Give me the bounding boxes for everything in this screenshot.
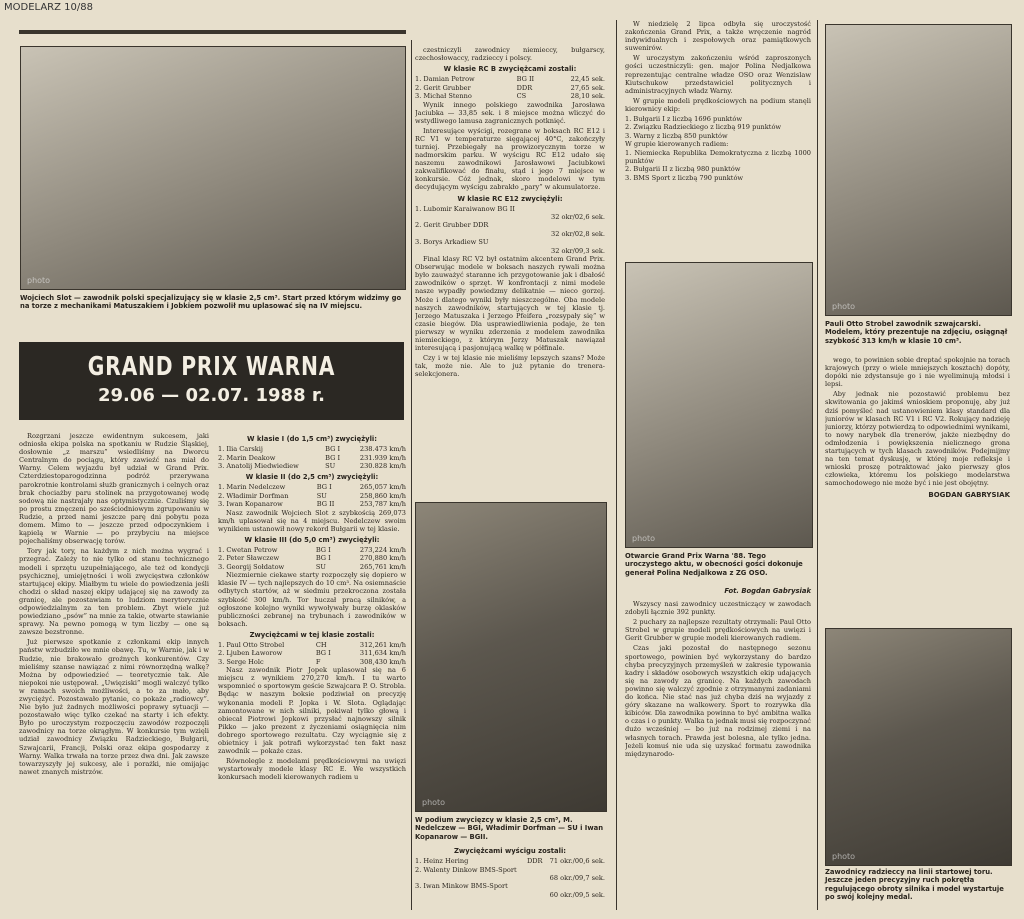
- article-column-3-results: [415, 844, 605, 916]
- caption-photo1: Wojciech Slot — zawodnik polski specjalizujący się w klasie 2,5 cm³. Start przed którym widzimy go na torze z mechanikami Matuszakiem i Jobkiem pozwolił mu uplasować się na IV miejscu.: [20, 294, 402, 311]
- photo3-credit: Fot. Bogdan Gabrysiak: [724, 587, 811, 595]
- result-cell: BG I: [316, 483, 332, 492]
- article-column-2: [218, 432, 406, 912]
- results-heading: W klasie RC B zwyciężcami zostali:: [443, 65, 577, 74]
- result-row: [415, 891, 605, 899]
- result-row: [415, 213, 605, 221]
- article-paragraph: W niedzielę 2 lipca odbyła się uroczystość zakończenia Grand Prix, a także wręczenie nagród indywidualnych i zespołowych oraz pamiątkowych suwenirów.: [625, 20, 811, 53]
- result-cell: [415, 213, 538, 221]
- result-cell: 230.828 km/h: [359, 461, 406, 470]
- result-cell: 2. Gerit Grubber DDR: [415, 221, 489, 230]
- result-cell: BG II: [516, 75, 535, 84]
- article-column-4-continued: [625, 600, 811, 912]
- photo-strobel-model: photo: [825, 24, 1012, 316]
- result-row: [415, 75, 605, 83]
- result-row: [218, 445, 406, 453]
- result-cell: CH: [315, 640, 327, 649]
- result-cell: [415, 874, 527, 882]
- results-heading: Zwyciężcami wyścigu zostali:: [453, 847, 567, 855]
- photo-start-line: photo: [825, 628, 1012, 866]
- result-cell: 253,787 km/h: [359, 500, 406, 509]
- result-cell: 1. Damian Petrow: [415, 75, 475, 84]
- article-paragraph: Równolegle z modelami prędkościowymi na uwięzi wystartowały modele klasy RC E. We wszystkich konkursach modeli kierowanych radiem u: [218, 757, 406, 782]
- result-row: [218, 546, 406, 554]
- result-cell: BG I: [325, 453, 341, 462]
- result-cell: SU: [315, 562, 326, 571]
- article-paragraph: Czas jaki pozostał do następnego sezonu sportowego, powinien być wykorzystany do bardzo chyba precyzyjnych przemyśleń w zakresie typowania kadry i składów osobowych wszystkich ekip udających się na zawody za granicę. Na każdych zawodach powinno się walczyć zgodnie z otrzymanymi zadaniami do końca. Nie stać nas już chyba dziś na wyjazdy z góry skazane na walkowery. Sport to rozrywka dla kibiców. Dla zawodnika powinna to być ambitna walka o czas i o punkty. Walka ta jednak musi się rozpoczynać dużo wcześniej — bo już na rodzimej ziemi i na własnych torach. Prawda jest bolesna, ale tylko jedna. Jeżeli komuś nie uda się uzyskać formatu zawodnika międzynarodo-: [625, 644, 811, 758]
- result-cell: 3. Iwan Kopanarow: [218, 500, 283, 509]
- result-row: [415, 866, 605, 874]
- banner-dates: 29.06 — 02.07. 1988 r.: [97, 385, 326, 406]
- result-cell: [544, 866, 605, 874]
- result-cell: 1. Ilia Carskij: [218, 445, 263, 454]
- article-column-5: [825, 356, 1010, 618]
- caption-photo2: W podium zwycięzcy w klasie 2,5 cm³, M. Nedelczew — BGI, Władimir Dorfman — SU i Iwan Kopanarow — BGII.: [415, 816, 604, 841]
- result-cell: CS: [516, 92, 527, 101]
- result-row: [218, 500, 406, 508]
- result-cell: 270,880 km/h: [359, 554, 406, 563]
- result-cell: 22,45 sek.: [570, 75, 605, 84]
- result-cell: 1. Lubomir Karaiwanow BG II: [415, 204, 515, 213]
- result-cell: SU: [325, 461, 336, 470]
- article-paragraph: Rozgrzani jeszcze ewidentnym sukcesem, jaki odniosła ekipa polska na spotkaniu w Rudzie Śląskiej, dosłownie „z marszu” wsiedliśmy na Dworcu Centralnym do pociągu, który zawieźć nas miał do Warny. Celem wyjazdu był udział w Grand Prix. Czterdziestoparogodzinna podróż przerywana parokrotnie kontrolami służb granicznych i celnych oraz brak chociażby paru stolinek na przygotowanej wodę sodową nie nastrajały nas optymistycznie. Czuliśmy się po prostu zmęczeni po sześciodniowym zgrupowaniu w Rudzie, a przed nami jeszcze parę dni pobytu poza domem. Mimo to — jeszcze przed odpoczynkiem i kąpielą w Warnie — po przybyciu na miejsce pojechaliśmy obserwację torów.: [19, 432, 209, 546]
- result-cell: [544, 882, 605, 890]
- standing-row: 3. Warny z liczbą 850 punktów: [625, 131, 728, 140]
- result-row: [415, 247, 605, 255]
- standing-row: 2. Związku Radzieckiego z liczbą 919 punktów: [625, 123, 782, 132]
- article-paragraph: Tory jak tory, na każdym z nich można wygrać i przegrać. Zależy to nie tylko od stanu technicznego modeli i sprzętu uzupełniającego, ale też od kondycji psychicznej, umiejętności i woli zwycięstwa członków startującej ekipy. Miałbym tu wiele do powiedzenia jeśli chodzi o skład naszej ekipy udającej się na zawody za granicę, ale pozostawiam to ludziom merytorycznie odpowiedzialnym za ten problem. Zbyt wiele już powiedziano „psów” na mnie za takie, otwarte stawianie sprawy. Na pewno pomogą w tym liczby — one są zawsze bezstronne.: [19, 547, 209, 637]
- result-cell: BG I: [315, 554, 331, 563]
- results-table: [415, 75, 605, 100]
- results-table: [218, 546, 406, 571]
- result-row: [218, 554, 406, 562]
- article-column-1: [19, 432, 209, 912]
- result-cell: 238.473 km/h: [359, 445, 406, 454]
- result-cell: [527, 882, 544, 890]
- result-row: [415, 857, 605, 865]
- result-cell: 27,65 sek.: [570, 83, 605, 92]
- results-table: [415, 857, 605, 899]
- result-cell: [415, 891, 527, 899]
- article-column-4: [625, 20, 811, 252]
- result-cell: 3. Serge Holc: [218, 657, 264, 666]
- result-row: [218, 563, 406, 571]
- result-row: [415, 882, 605, 890]
- result-cell: 2. Walenty Dinkow BMS-Sport: [415, 865, 517, 874]
- result-cell: 308,430 km/h: [359, 657, 406, 666]
- result-cell: 32 okr/09,3 sek.: [551, 246, 605, 255]
- page-header: MODELARZ 10/88: [4, 2, 93, 13]
- result-row: [415, 230, 605, 238]
- result-cell: 312,261 km/h: [359, 640, 406, 649]
- result-cell: 265,761 km/h: [359, 562, 406, 571]
- result-cell: 1. Marin Nedelczew: [218, 483, 286, 492]
- article-paragraph: Final klasy RC V2 był ostatnim akcentem Grand Prix. Obserwując modele w boksach naszych rywali można było zauważyć staranne ich przygotowanie jak i dbałość zawodników o sprzęt. W konfrontacji z nimi modele nasze wypadły powiedzmy delikatnie — nieco gorzej. Może i dlatego wyniki były nieszczególne. Oba modele naszych zawodników, startujących w tej klasie tj. Jerzego Matuszaka i Jerzego Pfeifera „rozsypały się” w czasie biegów. Dla usprawiedliwienia podaje, że ten pierwszy w wyniku zderzenia z modelem zawodnika niemieckiego, z którym Jerzy Matuszak nawiązał interesującą i pasjonującą walkę w półfinale.: [415, 255, 605, 353]
- result-row: [218, 454, 406, 462]
- article-paragraph: W uroczystym zakończeniu wśród zaproszonych gości uczestniczyli: gen. major Polina Nedjalkowa reprezentując centralne władze OSO oraz Wenzislaw Kiutschukow przedstawiciel politycznych i administracyjnych władz Warny.: [625, 54, 811, 95]
- result-cell: [415, 230, 538, 238]
- article-paragraph: Już pierwsze spotkanie z członkami ekip innych państw wzbudziło we mnie obawę. Tu, w Warnie, jak i w Rudzie, nie brakowało groźnych konkurentów. Czy mieliśmy szanse nawiązać z nimi równorzędną walkę? Można by odpowiedzieć — teoretycznie tak. Ale niepokoi nie ustępował. „Uwięziski” mogli walczyć tylko w ramach swoich możliwości, a to za mało, aby zwyciężyć. Pozostawało pytanie, co pokaże „radiowcy”. Nie było już żadnych możliwości poprawy sytuacji — pozostawało więc tylko czekać na starty i ich efekty. Było po uroczystym rozpoczęciu zawodów rozpoczęli zawodnicy na torze okrągłym. W konkursie tym wzięli udział zawodnicy Związku Radzieckiego, Bułgarii, Szwajcarii, Francji, Polski oraz ekipa gospodarzy z Warny. Walka trwała na torze przez dwa dni. Jak zawsze towarzyszyły jej sukcesy, ale i porażki, nie omijając nawet znanych mistrzów.: [19, 638, 209, 776]
- standing-row: 3. BMS Sport z liczbą 790 punktów: [625, 173, 744, 182]
- result-cell: 231.939 km/h: [359, 453, 406, 462]
- result-cell: DDR: [516, 83, 533, 92]
- result-cell: 2. Peter Sławczew: [218, 554, 280, 563]
- result-row: [218, 649, 406, 657]
- results-heading: Zwyciężcami w tej klasie zostali:: [249, 630, 375, 639]
- standing-row: 1. Bułgarii I z liczbą 1696 punktów: [625, 115, 742, 124]
- result-cell: [527, 866, 544, 874]
- article-paragraph: W grupie modeli prędkościowych na podium stanęli kierownicy ekip:: [625, 96, 811, 113]
- result-cell: 2. Marin Deakow: [218, 453, 276, 462]
- result-cell: 32 okr/02,6 sek.: [551, 213, 605, 222]
- result-cell: 2. Władimir Dorfman: [218, 491, 289, 500]
- article-paragraph: 2 puchary za najlepsze rezultaty otrzymali: Paul Otto Strobel w grupie modeli prędkościowych na uwięzi i Gerit Grubber w grupie modeli kierowanych radiem.: [625, 618, 811, 643]
- article-paragraph: Czy i w tej klasie nie mieliśmy lepszych szans? Może tak, może nie. Ale to już pytanie do trenera-selekcjonera.: [415, 354, 605, 379]
- result-cell: 28,10 sek.: [570, 92, 605, 101]
- caption-photo3: Otwarcie Grand Prix Warna '88. Tego uroczystego aktu, w obecności gości dokonuje generał Polina Nedjalkowa z ZG OSO.: [625, 552, 803, 577]
- results-heading: W klasie RC E12 zwyciężyli:: [457, 194, 563, 203]
- result-cell: [527, 891, 544, 899]
- result-cell: BG I: [315, 546, 331, 554]
- result-cell: 1. Heinz Hering: [415, 857, 469, 866]
- caption-photo5: Zawodnicy radzieccy na linii startowej toru. Jeszcze jeden precyzyjny ruch pokrętła regulującego obroty silnika i model wystartuje po swój kolejny medal.: [825, 868, 1004, 902]
- article-column-3: [415, 46, 605, 472]
- result-cell: 3. Anatolij Miedwiediew: [218, 461, 299, 470]
- result-cell: 68 okr./09,7 sek.: [549, 873, 605, 882]
- result-cell: 3. Iwan Minkow BMS-Sport: [415, 882, 508, 891]
- result-cell: 258,860 km/h: [359, 491, 406, 500]
- article-paragraph: Aby jednak nie pozostawić problemu bez skwitowania go jakimś wnioskiem proponuję, aby już dziś pomyśleć nad ustanowieniem klasy standard dla juniorów w klasach RC V1 i RC V2. Rokujący nadzieję juniorzy, którzy potwierdzą to odpowiednimi wynikami, to nowy narybek dla trenerów, jakże niezbędny do odmłodzenia i powiększenia nielicznego grona startujących w tych klasach zawodników. Podejmijmy na ten temat dyskusję, w której moje refleksje i wnioski proszę potraktować jako pierwszy głos człowieka, któremu los polskiego modelarstwa samochodowego nie może być i nie jest obojętny.: [825, 390, 1010, 488]
- result-cell: 71 okr./00,6 sek.: [549, 857, 605, 866]
- result-cell: [538, 205, 605, 213]
- result-row: [415, 92, 605, 100]
- column-divider: [411, 40, 412, 910]
- banner-title: GRAND PRIX WARNA: [87, 352, 336, 382]
- column-divider: [817, 20, 818, 910]
- result-row: [218, 492, 406, 500]
- standing-row: 1. Niemiecka Republika Demokratyczna z liczbą 1000 punktów: [625, 148, 811, 166]
- result-cell: 60 okr./09,5 sek.: [549, 890, 605, 899]
- result-cell: [415, 247, 538, 255]
- results-table: [218, 483, 406, 508]
- title-banner: [19, 342, 404, 420]
- result-cell: 32 okr/02,8 sek.: [551, 229, 605, 238]
- column-divider: [616, 20, 617, 910]
- article-paragraph: Niezmiernie ciekawe starty rozpoczęły się dopiero w klasie IV — tych najlepszych do 10 cm³. Na osiemnaście odbytych startów, aż w siedmiu przekroczona została szybkość 300 km/h. Tor huczał pracą silników, a ogłoszone kolejno wyniki wywoływały burzę oklasków publiczności zebranej na trybunach i zawodników w boksach.: [218, 571, 406, 628]
- author-signature: BOGDAN GABRYSIAK: [928, 490, 1010, 499]
- result-cell: BG I: [325, 445, 341, 454]
- result-cell: 1. Paul Otto Strobel: [218, 640, 285, 649]
- results-table: [415, 205, 605, 255]
- results-table: [218, 641, 406, 666]
- caption-photo4: Pauli Otto Strobel zawodnik szwajcarski. Modelem, który prezentuje na zdjęciu, osiągnął szybkość 313 km/h w klasie 10 cm³.: [825, 320, 1008, 345]
- result-cell: 311,634 km/h: [359, 649, 406, 658]
- result-cell: 3. Georgij Sołdatow: [218, 562, 285, 571]
- result-cell: 2. Gerit Grubber: [415, 83, 471, 92]
- result-cell: 2. Ljuben Ławorow: [218, 649, 283, 658]
- result-cell: 1. Cwetan Petrow: [218, 546, 278, 554]
- result-row: [415, 221, 605, 229]
- result-cell: F: [315, 657, 321, 666]
- article-paragraph: czestniczyli zawodnicy niemieccy, bułgarscy, czechosłowaccy, radzieccy i polscy.: [415, 46, 605, 63]
- result-cell: [538, 238, 605, 246]
- standing-row: 2. Bułgarii II z liczbą 980 punktów: [625, 165, 741, 174]
- standing-row: W grupie kierowanych radiem:: [625, 140, 729, 149]
- result-row: [415, 205, 605, 213]
- result-cell: DDR: [526, 857, 543, 866]
- article-paragraph: Interesujące wyścigi, rozegrane w boksach RC E12 i RC V1 w temperaturze sięgającej 40°C, zakończyły turniej. Przebiegały na prowizorycznym torze w nadmorskim parku. W wyścigu RC E12 udało się naszemu zawodnikowi Jarosławowi Jaciubkowi zakwalifikować do finału, stąd i jego 7 miejsce w konkursie. Cóż jednak, skoro modelowi w tym decydującym wyścigu zabrakło „pary” w akumulatorze.: [415, 126, 605, 192]
- photo-podium-winners: photo: [415, 502, 607, 812]
- results-heading: W klasie II (do 2,5 cm³) zwyciężyli:: [245, 473, 379, 482]
- results-heading: W klasie I (do 1,5 cm³) zwyciężyli:: [247, 435, 377, 443]
- result-cell: BG II: [316, 500, 335, 509]
- photo-opening-ceremony: photo: [625, 262, 813, 548]
- article-paragraph: Nasz zawodnik Piotr Jopek uplasował się na 6 miejscu z wynikiem 270,270 km/h. I tu warto wspomnieć o sportowym geście Szwajcara P. O. Strobla. Będąc w naszym boksie podziwiał on precyzję wykonania modeli P. Jopka i W. Slota. Oglądając zamontowane w nich silniki, pokiwał tylko głową i obiecał Piotrowi Jopkowi przysłać najnowszy silnik Pikko — jako prezent z życzeniami osiągnięcia nim dobrego sportowego rezultatu. Czy wyciągnie się z obietnicy i jak potrafi wykorzystać ten fakt nasz zawodnik — pokaże czas.: [218, 666, 406, 756]
- result-cell: BG I: [315, 649, 331, 658]
- result-cell: [527, 874, 544, 882]
- results-table: [218, 445, 406, 470]
- article-paragraph: Wynik innego polskiego zawodnika Jarosława Jaciubka — 33,85 sek. i 8 miejsce można wliczyć do wstydliwego lamusa zagranicznych potknięć.: [415, 100, 605, 125]
- result-cell: 3. Borys Arkadiew SU: [415, 238, 489, 247]
- result-row: [415, 84, 605, 92]
- result-cell: 273,224 km/h: [359, 546, 406, 554]
- article-paragraph: Wszyscy nasi zawodnicy uczestniczący w zawodach zdobyli łącznie 392 punkty.: [625, 600, 811, 617]
- result-row: [415, 874, 605, 882]
- result-row: [218, 483, 406, 491]
- result-row: [218, 462, 406, 470]
- result-cell: 265,057 km/h: [359, 483, 406, 492]
- result-row: [415, 238, 605, 246]
- result-cell: SU: [316, 491, 327, 500]
- result-cell: [538, 221, 605, 229]
- result-cell: 3. Michał Stenno: [415, 92, 472, 101]
- result-row: [218, 658, 406, 666]
- photo-mechanics-track: photo: [20, 46, 406, 290]
- top-rule: [19, 30, 406, 34]
- article-paragraph: wego, to powinien sobie dreptać spokojnie na torach krajowych (przy o wiele mniejszych kosztach) dopóty, dopóki nie zdystansuje go i nie wyeliminują młodsi i lepsi.: [825, 356, 1010, 389]
- result-row: [218, 641, 406, 649]
- article-paragraph: Nasz zawodnik Wojciech Slot z szybkością 269,073 km/h uplasował się na 4 miejscu. Nedelczew swoim wynikiem ustanowił nowy rekord Bułgarii w tej klasie.: [218, 508, 406, 533]
- results-heading: W klasie III (do 5,0 cm³) zwyciężyli:: [244, 535, 380, 544]
